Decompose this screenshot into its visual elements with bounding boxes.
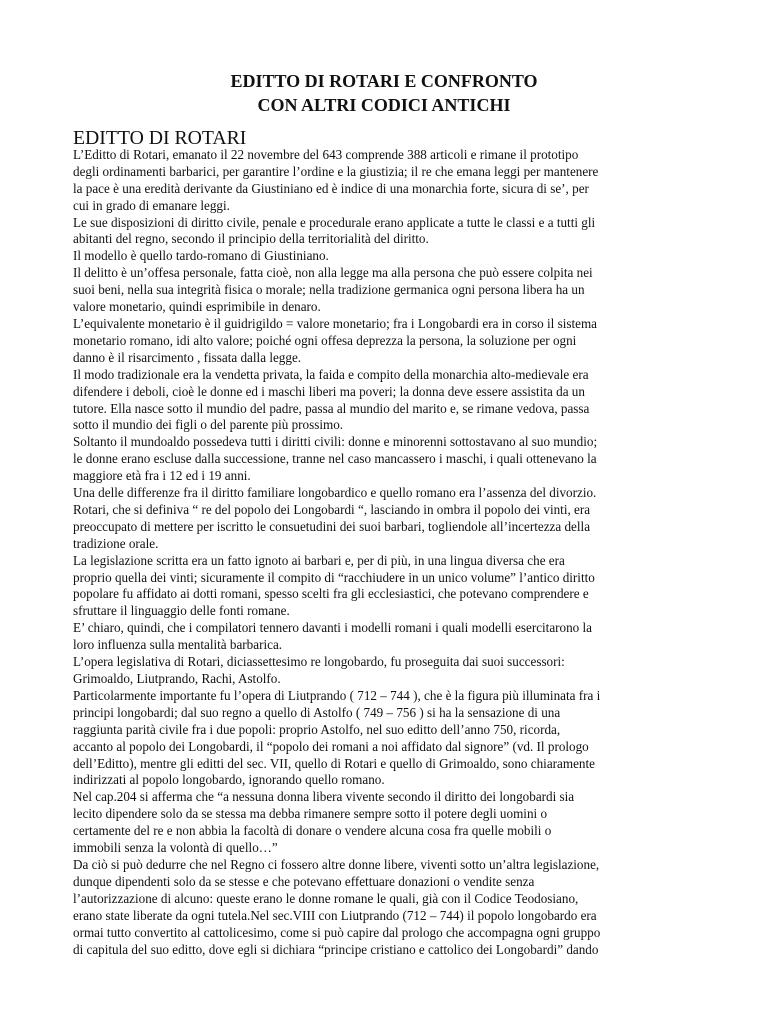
paragraph xyxy=(73,688,703,789)
text-line: L’Editto di Rotari, emanato il 22 novembre del 643 comprende 388 articoli e rimane il prototipo xyxy=(73,146,579,162)
text-line: monetario romano, idi alto valore; poiché ogni offesa deprezza la persona, la soluzione per ogni xyxy=(73,332,577,348)
text-line: Da ciò si può dedurre che nel Regno ci fossero altre donne libere, viventi sotto un’altra legislazione, xyxy=(73,856,600,872)
paragraph xyxy=(73,367,703,435)
text-line: Una delle differenze fra il diritto familiare longobardico e quello romano era l’assenza del divorzio. xyxy=(73,485,597,501)
text-line: Particolarmente importante fu l’opera di Liutprando ( 712 – 744 ), che è la figura più illuminata fra i xyxy=(73,687,601,703)
text-line: erano state liberate da ogni tutela.Nel sec.VIII con Liutprando (712 – 744) il popolo longobardo era xyxy=(73,907,597,923)
text-line: dell’Editto), mentre gli editti del sec. VII, quello di Rotari e quello di Grimoaldo, sono chiaramente xyxy=(73,755,595,771)
text-line: L’equivalente monetario è il guidrigildo = valore monetario; fra i Longobardi era in corso il sistema xyxy=(73,315,598,331)
document-body xyxy=(73,127,703,958)
paragraph xyxy=(73,248,703,265)
text-line: Il delitto è un’offesa personale, fatta cioè, non alla legge ma alla persona che può essere colpita nei xyxy=(73,265,593,281)
text-line: Rotari, che si definiva “ re del popolo dei Longobardi “, lasciando in ombra il popolo dei vinti, era xyxy=(73,501,591,517)
text-line: Il modo tradizionale era la vendetta privata, la faida e compito della monarchia alto-medievale era xyxy=(73,366,589,382)
paragraph xyxy=(73,434,703,485)
text-line: sfruttare il linguaggio delle fonti romane. xyxy=(73,603,290,619)
text-line: sotto il mundio dei figli o del parente più prossimo. xyxy=(73,417,344,433)
text-line: la pace è una eredità derivante da Giustiniano ed è indice di una monarchia forte, sicura di se’, per xyxy=(73,180,589,196)
text-line: indirizzati al popolo longobardo, ignorando quello romano. xyxy=(73,772,385,788)
paragraph xyxy=(73,316,703,367)
paragraph xyxy=(73,147,703,215)
text-line: cui in grado di emanare leggi. xyxy=(73,197,230,213)
text-line: difendere i deboli, cioè le donne ed i maschi liberi ma poveri; la donna deve essere assistita da un xyxy=(73,383,585,399)
paragraph xyxy=(73,857,703,958)
text-line: l’autorizzazione di alcuno: queste erano le donne romane le quali, già con il Codice Teodosiano, xyxy=(73,890,579,906)
text-line: maggiore età fra i 12 ed i 19 anni. xyxy=(73,468,251,484)
paragraph xyxy=(73,654,703,688)
text-line: danno è il risarcimento , fissata dalla legge. xyxy=(73,349,302,365)
paragraph xyxy=(73,485,703,553)
text-line: Nel cap.204 si afferma che “a nessuna donna libera vivente secondo il diritto dei longobardi sia xyxy=(73,789,575,805)
text-line: loro influenza sulla mentalità barbarica. xyxy=(73,637,283,653)
text-line: Le sue disposizioni di diritto civile, penale e procedurale erano applicate a tutte le classi e a tutti gli xyxy=(73,214,596,230)
text-line: raggiunta parità civile fra i due popoli: proprio Astolfo, nel suo editto dell’anno 750, ricorda, xyxy=(73,721,561,737)
text-line: popolare fu affidato ai dotti romani, spesso scelti fra gli ecclesiastici, che potevano comprendere e xyxy=(73,586,589,602)
text-line: di capitula del suo editto, dove egli si dichiara “principe cristiano e cattolico dei Longobardi” dando xyxy=(73,941,599,957)
text-line: accanto al popolo dei Longobardi, il “popolo dei romani a noi affidato dal signore” (vd. Il prologo xyxy=(73,738,589,754)
text-line: Grimoaldo, Liutprando, Rachi, Astolfo. xyxy=(73,671,281,686)
text-line: certamente del re e non abbia la facoltà di donare o vendere alcuna cosa fra quelle mobili o xyxy=(73,823,552,839)
text-line: principi longobardi; dal suo regno a quello di Astolfo ( 749 – 756 ) si ha la sensazione di una xyxy=(73,704,561,720)
text-line: suoi beni, nella sua integrità fisica o morale; nella tradizione germanica ogni persona libera ha un xyxy=(73,282,585,298)
text-line: tradizione orale. xyxy=(73,535,159,551)
text-line: valore monetario, quindi esprimibile in denaro. xyxy=(73,299,321,315)
title-line: EDITTO DI ROTARI E CONFRONTO xyxy=(230,71,538,91)
text-line: proprio quella dei vinti; sicuramente il compito di “racchiudere in un unico volume” l’antico diritto xyxy=(73,569,595,585)
text-line: immobili senza la volontà di quello…” xyxy=(73,840,278,856)
text-line: tutore. Ella nasce sotto il mundio del padre, passa al mundio del marito e, se rimane vedova, passa xyxy=(73,400,590,416)
text-line: le donne erano escluse dalla successione, tranne nel caso mancassero i maschi, i quali ottenevano la xyxy=(73,451,597,467)
text-line: lecito dipendere solo da se stessa ma debba rimanere sempre sotto il potere degli uomini o xyxy=(73,806,548,822)
paragraph xyxy=(73,789,703,857)
text-line: E’ chiaro, quindi, che i compilatori tennero davanti i modelli romani i quali modelli esercitarono la xyxy=(73,620,593,636)
section-heading: EDITTO DI ROTARI xyxy=(73,127,247,149)
text-line: degli ordinamenti barbarici, per garantire l’ordine e la giustizia; il re che emana leggi per mantenere xyxy=(73,163,599,179)
paragraph xyxy=(73,553,703,621)
text-line: dunque dipendenti solo da se stesse e che potevano effettuare donazioni o vendite senza xyxy=(73,873,535,889)
paragraph xyxy=(73,620,703,654)
text-line: L’opera legislativa di Rotari, diciassettesimo re longobardo, fu proseguita dai suoi successori: xyxy=(73,654,565,670)
text-line: Soltanto il mundoaldo possedeva tutti i diritti civili: donne e minorenni sottostavano al suo mundio; xyxy=(73,434,598,450)
text-line: La legislazione scritta era un fatto ignoto ai barbari e, per di più, in una lingua diversa che era xyxy=(73,552,565,568)
title-line: CON ALTRI CODICI ANTICHI xyxy=(257,95,511,115)
paragraph xyxy=(73,265,703,316)
text-line: ormai tutto convertito al cattolicesimo, come si può capire dal prologo che accompagna ogni gruppo xyxy=(73,924,601,940)
text-line: Il modello è quello tardo-romano di Giustiniano. xyxy=(73,248,329,264)
document-title xyxy=(0,69,768,117)
text-line: abitanti del regno, secondo il principio della territorialità del diritto. xyxy=(73,231,429,247)
text-line: preoccupato di mettere per iscritto le consuetudini dei suoi barbari, togliendole all’incertezza della xyxy=(73,518,591,534)
paragraph xyxy=(73,215,703,249)
